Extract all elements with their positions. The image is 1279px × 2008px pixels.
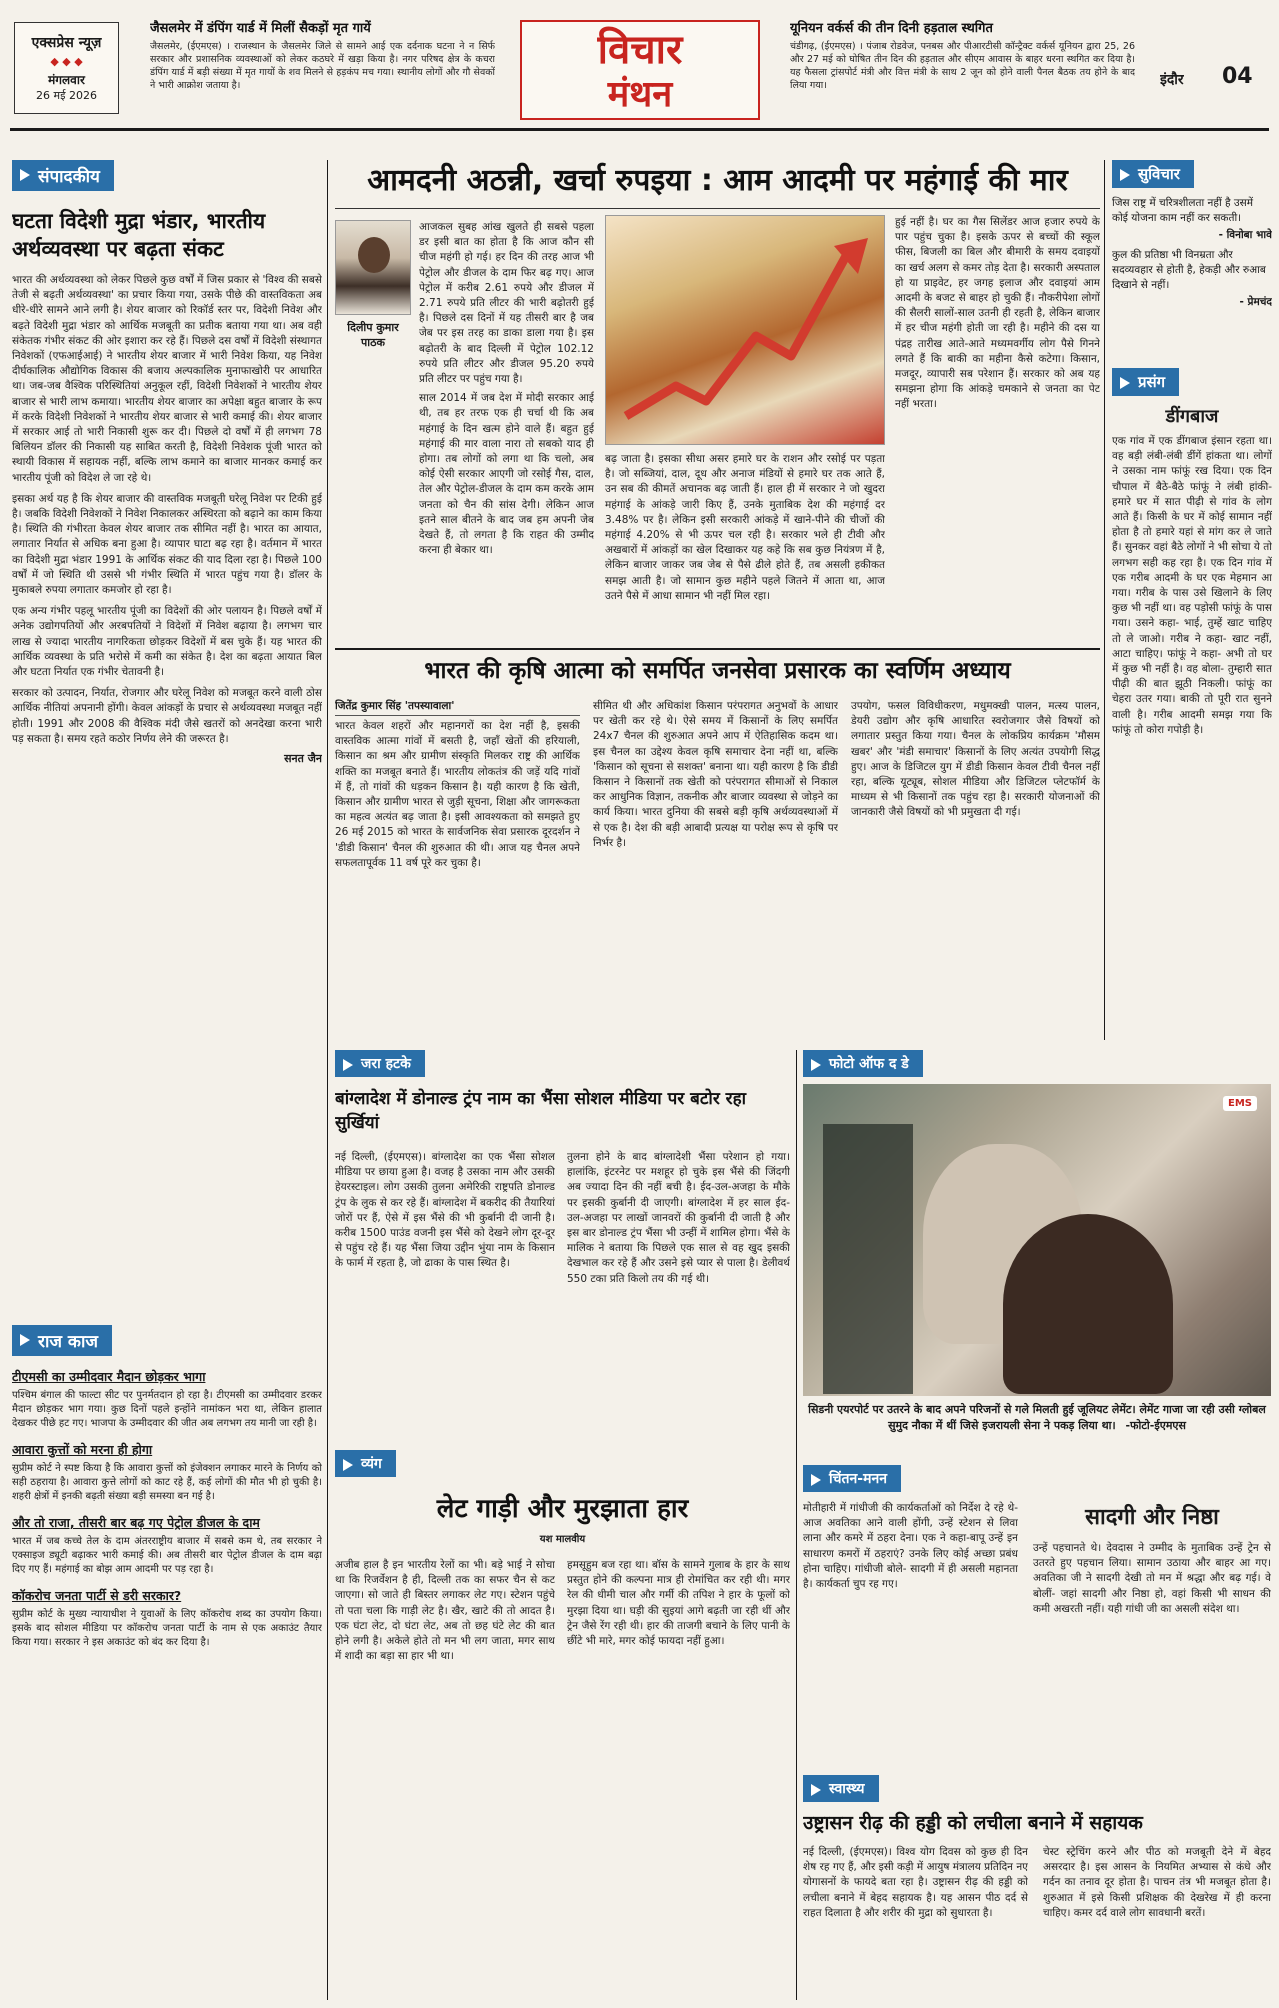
agri-author: जितेंद्र कुमार सिंह 'तपस्यावाला' bbox=[335, 699, 580, 716]
lead-author-photo bbox=[335, 220, 411, 315]
prasang-body: एक गांव में एक डींगबाज इंसान रहता था। वह बड़ी लंबी-लंबी डींगें हांकता था। लोगों ने उसका नाम फांफूं रख दिया। एक दिन चौपाल में बैठे-बैठे फांफूं ने लंबी हांकी- हमारे घर में सात पीढ़ी से गांव के लोग आते हैं। किसी के घर में कोई सामान नहीं होता है तो हमारे यहां से मांग कर ले जाते हैं। सुनकर वहां बैठे लोगों ने भी सोचा ये तो लगभग सही कह रहा है। एक दिन गांव में एक गरीब आदमी के घर एक मेहमान आ गया। गरीब के पास उसे खिलाने के लिए कुछ भी नहीं था। वह पड़ोसी फांफूं के पास गया। उसने कहा- भाई, तुम्हें खाट चाहिए तो ले जाओ। गरीब ने कहा- खाट नहीं, आटा चाहिए। फांफूं ने कहा- अभी तो घर में कुछ भी नहीं है। वह बोला- तुम्हारी सात पीढ़ी की बात झूठी निकली। फांफूं का चेहरा उतर गया। बाकी तो पूरी रात सुनने वाली है। गरीब आदमी समझ गया कि फांफूं तो कोरा गपोड़ी है। bbox=[1112, 435, 1272, 736]
photo-of-day-image bbox=[803, 1084, 1271, 1396]
editorial-body-2: इसका अर्थ यह है कि शेयर बाजार की वास्तविक मजबूती घरेलू निवेश पर टिकी हुई है। जबकि विदेशी निवेशकों ने निवेश निकालकर अस्थिरता को बढ़ाने का काम किया है। स्थिति की गंभीरता केवल शेयर बाजार तक सीमित नहीं है। भारत का आयात, लगातार निर्यात से अधिक बना हुआ है। व्यापार घाटा बढ़ रहा है। वर्तमान में भारत का विदेशी मुद्रा भंडार 1991 के आर्थिक संकट की याद दिला रहा है। पिछले 100 वर्षों में जो स्थिति थी उससे भी गंभीर स्थिति में भारत पहुंच गया है। डॉलर के मुकाबले रुपया लगातार कमजोर हो रहा है। bbox=[12, 492, 322, 597]
lead-author-name: दिलीप कुमार पाठक bbox=[347, 321, 399, 349]
swasthya-col-2: चेस्ट स्ट्रेचिंग करने और पीठ को मजबूती देने में बेहद असरदार है। इस आसन के नियमित अभ्यास से कंधे और गर्दन का तनाव दूर होता है। पाचन तंत्र भी मजबूत होता है। शुरुआत में इसे किसी प्रशिक्षक की देखरेख में ही करना चाहिए। कमर दर्द वाले लोग सावधानी बरतें। bbox=[1043, 1846, 1271, 1919]
raj-kaaj-item-1-head[interactable]: टीएमसी का उम्मीदवार मैदान छोड़कर भागा bbox=[12, 1369, 206, 1384]
jara-hatke-tag: जरा हटके bbox=[335, 1050, 425, 1077]
chintan-col-1: मोतीहारी में गांधीजी की कार्यकर्ताओं को निर्देश दे रहे थे- आज अवतिका आने वाली होंगी, उन्हें स्टेशन से लिवा लाना और कमरे में ठहरा देना। एक ने कहा-बापू उन्हें इन साधारण कमरों में ठहराएं? उनके लिए कोई अच्छा प्रबंध होना चाहिए। गांधीजी बोले- सादगी में ही असली महानता है। कार्यकर्ता चुप रह गए। bbox=[803, 1502, 1018, 1591]
swasthya-section bbox=[803, 1775, 1271, 2000]
chintan-col-2: उन्हें पहचानते थे। देवदास ने उम्मीद के मुताबिक उन्हें ट्रेन से उतरते हुए पहचान लिया। सामान उठाया और बाहर आ गए। अवतिका जी ने सादगी देखी तो मन में श्रद्धा और बढ़ गई। वे बोलीं- जहां सादगी और निष्ठा हो, वहां किसी भी साधन की कमी अखरती नहीं। यही गांधी जी का असली संदेश था। bbox=[1033, 1542, 1271, 1615]
vyang-headline[interactable]: लेट गाड़ी और मुरझाता हार bbox=[436, 1494, 689, 1524]
suvichar-quote-2: कुल की प्रतिष्ठा भी विनम्रता और सदव्यवहार से होती है, हेकड़ी और रुआब दिखाने से नहीं। bbox=[1112, 249, 1266, 291]
agri-story bbox=[335, 655, 1100, 1045]
suvichar-tag: सुविचार bbox=[1112, 160, 1194, 188]
title-line-2: मंथन bbox=[607, 74, 673, 115]
column-rule-right bbox=[1104, 160, 1105, 1040]
masthead-left-box bbox=[14, 22, 119, 114]
news-right-body: चंडीगढ़, (ईएमएस) । पंजाब रोडवेज, पनबस और पीआरटीसी कॉन्ट्रैक्ट वर्कर्स यूनियन द्वारा 25, 26 और 27 मई को घोषित तीन दिन की हड़ताल और सीएम आवास के बाहर धरना स्थगित कर दिया है। यह फैसला ट्रांसपोर्ट मंत्री और वित्त मंत्री के साथ 2 जून को होने वाली पैनल बैठक तय होने के बाद लिया गया। bbox=[790, 41, 1135, 91]
author-avatar-icon bbox=[358, 237, 390, 273]
editorial-tag: संपादकीय bbox=[12, 160, 114, 191]
agri-col-1: भारत केवल शहरों और महानगरों का देश नहीं है, इसकी वास्तविक आत्मा गांवों में बसती है, जहाँ खेतों की हरियाली, किसान का श्रम और ग्रामीण संस्कृति मिलकर राष्ट्र की आर्थिक शक्ति का मजबूत बनाते हैं। भारतीय लोकतंत्र की जड़ें यदि गांवों में हैं, तो गांवों की धड़कन किसान है। यही कारण है कि खेती, किसान और ग्रामीण भारत से जुड़ी सूचना, शिक्षा और जागरूकता का महत्व अत्यंत बढ़ जाता है। इसी आवश्यकता को समझते हुए 26 मई 2015 को भारत के सार्वजनिक सेवा प्रसारक दूरदर्शन ने 'डीडी किसान' चैनल की शुरुआत की थी। आज यह चैनल अपने सफलतापूर्वक 11 वर्ष पूरे कर चुका है। bbox=[335, 720, 580, 869]
raj-kaaj-item-3-body: भारत में जब कच्चे तेल के दाम अंतरराष्ट्रीय बाजार में सबसे कम थे, तब सरकार ने एक्साइज ड्यूटी बढ़ाकर भारी कमाई की। अब तीसरी बार पेट्रोल डीजल के दाम बढ़ा दिए गए हैं। महंगाई का बोझ आम आदमी पर पड़ रहा है। bbox=[12, 1536, 322, 1575]
raj-kaaj-item-1-body: पश्चिम बंगाल की फाल्टा सीट पर पुनर्मतदान हो रहा है। टीएमसी का उम्मीदवार डरकर मैदान छोड़कर भाग गया। कुछ दिनों पहले इन्होंने नामांकन भरा था, लेकिन हालात देखकर पीछे हट गए। भाजपा के उम्मीदवार की जीत अब लगभग तय मानी जा रही है। bbox=[12, 1390, 322, 1429]
masthead-news-right bbox=[790, 18, 1135, 118]
photo-of-day-tag: फोटो ऑफ द डे bbox=[803, 1050, 923, 1077]
lead-col-3: हुई नहीं है। घर का गैस सिलेंडर आज हजार रुपये के पार पहुंच चुका है। इसके ऊपर से बच्चों की स्कूल फीस, बिजली का बिल और बीमारी के समय दवाइयों का खर्च अलग से कमर तोड़ देता है। सरकारी अस्पताल हो या प्राइवेट, हर जगह इलाज और दवाइयां आम आदमी के बजट से बाहर हो चुकी हैं। नौकरीपेशा लोगों की सैलरी सालों-साल उतनी ही रहती है, लेकिन बाजार में हर चीज महंगी होती जा रही है। महीने की दस या पंद्रह तारीख आते-आते मध्यमवर्गीय लोग पैसे गिनने लगते हैं कि बाकी का महीना कैसे कटेगा। किसान, मजदूर, व्यापारी सब परेशान हैं। सरकार को अब यह समझना होगा कि आंकड़े चमकाने से जनता का पेट नहीं भरता। bbox=[895, 216, 1100, 411]
suvichar-author-1: - विनोबा भावे bbox=[1218, 229, 1272, 241]
swasthya-col-1: नई दिल्ली, (ईएमएस)। विश्व योग दिवस को कुछ ही दिन शेष रह गए हैं, और इसी कड़ी में आयुष मंत्रालय प्रतिदिन नए योगासनों के फायदे बता रहा है। उष्ट्रासन रीढ़ की हड्डी को लचीला बनाने में बेहद सहायक है। यह आसन पीठ दर्द से राहत दिलाता है और शरीर की मुद्रा को सुधारता है। bbox=[803, 1846, 1028, 1919]
editorial-author: सनत जैन bbox=[284, 752, 322, 766]
news-right-head[interactable]: यूनियन वर्कर्स की तीन दिनी हड़ताल स्थगित bbox=[790, 21, 993, 36]
suvichar-quote-1: जिस राष्ट्र में चरित्रशीलता नहीं है उसमें कोई योजना काम नहीं कर सकती। bbox=[1112, 197, 1254, 224]
editorial-headline[interactable]: घटता विदेशी मुद्रा भंडार, भारतीय अर्थव्यवस्था पर बढ़ता संकट bbox=[12, 209, 266, 261]
city-label: इंदौर bbox=[1160, 72, 1184, 88]
title-line-1: विचार bbox=[597, 27, 683, 73]
swasthya-tag: स्वास्थ्य bbox=[803, 1775, 879, 1802]
vyang-col-2: हमसूहुम बज रहा था। बॉस के सामने गुलाब के हार के साथ प्रस्तुत होने की कल्पना मात्र ही रोमांचित कर रही थी। मगर रेल की धीमी चाल और गर्मी की तपिश ने हार के फूलों को मुरझा दिया था। घड़ी की सुइयां आगे बढ़ती जा रही थीं और ट्रेन जैसे रेंग रही थी। हार की ताजगी बचाने के लिए पानी के छींटे भी मारे, मगर कोई फायदा नहीं हुआ। bbox=[567, 1559, 790, 1648]
raj-kaaj-item-2-head[interactable]: आवारा कुत्तों को मरना ही होगा bbox=[12, 1442, 153, 1457]
lead-col-2: बढ़ जाता है। इसका सीधा असर हमारे घर के राशन और रसोई पर पड़ता है। जो सब्जियां, दाल, दूध और अनाज मंडियों से हमारे घर तक आते हैं, उन सब की कीमतें अचानक बढ़ जाती हैं। हाल ही में सरकार ने जो खुदरा महंगाई के आंकड़े जारी किए हैं, उनके मुताबिक देश की महंगाई दर 3.48% पर है। लेकिन इसी सरकारी आंकड़े में खाने-पीने की चीजों की महंगाई 4.20% से भी ऊपर चल रही है। सरकार भले ही टीवी और अखबारों में आंकड़ों का खेल दिखाकर यह कहे कि सब कुछ नियंत्रण में है, लेकिन बाजार जाकर जब जेब से पैसे ढीले होते हैं, तब असली हकीकत समझ आती है। जो सामान कुछ महीने पहले जितने में आता था, आज उतने पैसे में आधा सामान भी नहीं मिल रहा। bbox=[605, 453, 885, 602]
lead-inflation-photo bbox=[605, 215, 885, 445]
editorial-body-3: एक अन्य गंभीर पहलू भारतीय पूंजी का विदेशों की ओर पलायन है। पिछले वर्षों में अनेक उद्योगपतियों और अरबपतियों ने विदेशों में निवेश बढ़ाया है। लगभग चार लाख से ज्यादा भारतीय नागरिकता छोड़कर विदेशों में बस चुके हैं। यह भारत की आर्थिक व्यवस्था के प्रति भरोसे में कमी का संकेत है। देश का बढ़ता आयात बिल और घटता निर्यात एक गंभीर चेतावनी है। bbox=[12, 605, 322, 679]
photo-figure-3 bbox=[823, 1124, 913, 1394]
raj-kaaj-tag: राज काज bbox=[12, 1325, 112, 1356]
suvichar-author-2: - प्रेमचंद bbox=[1239, 296, 1272, 308]
raj-kaaj-item-2-body: सुप्रीम कोर्ट ने स्पष्ट किया है कि आवारा कुत्तों को इंजेक्शन लगाकर मारने के निर्णय को सही ठहराया है। आवारा कुत्ते लोगों को काट रहे हैं, कई लोगों की मौत भी हो चुकी है। शहरी क्षेत्रों में इनकी बढ़ती संख्या बड़ी समस्या बन गई है। bbox=[12, 1463, 322, 1502]
chintan-title[interactable]: सादगी और निष्ठा bbox=[1085, 1505, 1219, 1530]
column-rule-left bbox=[327, 160, 328, 2000]
vyang-tag: व्यंग bbox=[335, 1450, 396, 1477]
masthead-rule bbox=[10, 128, 1269, 131]
agri-col-2: सीमित थी और अधिकांश किसान परंपरागत अनुभवों के आधार पर खेती कर रहे थे। ऐसे समय में किसानों के लिए समर्पित 24x7 चैनल की शुरुआत अपने आप में ऐतिहासिक कदम था। इस चैनल का उद्देश्य केवल कृषि समाचार देना नहीं था, बल्कि 'किसान को सूचना से सशक्त' बनाना था। यही कारण है कि डीडी किसान ने किसानों तक खेती को परंपरागत सीमाओं से निकाल कर आधुनिक विज्ञान, तकनीक और बाजार व्यवस्था से जोड़ने का कार्य किया। भारत दुनिया की सबसे बड़ी कृषि अर्थव्यवस्थाओं में से एक है। देश की बड़ी आबादी प्रत्यक्ष या परोक्ष रूप से कृषि पर निर्भर है। bbox=[593, 700, 838, 849]
agri-headline[interactable]: भारत की कृषि आत्मा को समर्पित जनसेवा प्रसारक का स्वर्णिम अध्याय bbox=[424, 658, 1011, 684]
brand-name: एक्सप्रेस न्यूज़ bbox=[31, 35, 102, 51]
news-left-head[interactable]: जैसलमेर में डंपिंग यार्ड में मिलीं सैकड़ों मृत गायें bbox=[150, 21, 371, 36]
prasang-title[interactable]: डींगबाज bbox=[1165, 406, 1219, 427]
masthead-news-left bbox=[150, 18, 495, 118]
prasang-tag: प्रसंग bbox=[1112, 368, 1179, 396]
jara-hatke-col-2: तुलना होने के बाद बांग्लादेशी भैंसा परेशान हो गया। हालांकि, इंटरनेट पर मशहूर हो चुके इस भैंसे की जिंदगी अब ज्यादा दिन की नहीं बची है। ईद-उल-अजहा के मौके पर इसकी कुर्बानी दी जाएगी। बांग्लादेश में हर साल ईद-उल-अजहा पर लाखों जानवरों की कुर्बानी दी जाती है और इस बार डोनाल्ड ट्रंप भैंसा भी उन्हीं में शामिल होगा। भैंसे के मालिक ने बताया कि पिछले एक साल से वह खुद इसकी देखभाल कर रहे हैं और उसने इसे प्यार से पाला है। डेलीवर्थ 550 टका प्रति किलो तय की गई थी। bbox=[567, 1151, 790, 1285]
raj-kaaj-item-3-head[interactable]: और तो राजा, तीसरी बार बढ़ गए पेट्रोल डीजल के दाम bbox=[12, 1515, 260, 1530]
photo-of-day-section bbox=[803, 1050, 1271, 1455]
lead-col-1-para-2: साल 2014 में जब देश में मोदी सरकार आई थी, तब हर तरफ एक ही चर्चा थी कि अब महंगाई के दिन खत्म होने वाले हैं। बहुत हुई महंगाई की मार वाला नारा तो सबको याद ही होगा। तब लोगों को लगा था कि चलो, अब कोई ऐसी सरकार आएगी जो रसोई गैस, दाल, तेल और पेट्रोल-डीजल के दाम कम करके आम जनता को चैन की सांस देगी। लेकिन आज इतने साल बीतने के बाद जब हम अपनी जेब देखते हैं, तो लगता है कि राहत की उम्मीद करना ही बेकार था। bbox=[419, 392, 594, 557]
vyang-author: यश मालवीय bbox=[539, 1534, 586, 1545]
lead-col-1-para-1: आजकल सुबह आंख खुलते ही सबसे पहला डर इसी बात का होता है कि आज कौन सी चीज महंगी हो गई। हर दिन की तरह आज भी पेट्रोल और डीजल के दाम फिर बढ़ गए। आज पेट्रोल में करीब 2.61 रुपये और डीजल में 2.71 रुपये प्रति लीटर की भारी बढ़ोतरी हुई है। पिछले दस दिनों में यह तीसरी बार है जब जेब पर इस तरह का डाका डाला गया है। इस बढ़ोतरी के बाद दिल्ली में पेट्रोल 102.12 रुपये प्रति लीटर और डीजल 95.20 रुपये प्रति लीटर पर पहुंच गया है। bbox=[419, 221, 594, 386]
photo-credit: -फोटो-ईएमएस bbox=[1125, 1419, 1186, 1432]
jara-hatke-headline[interactable]: बांग्लादेश में डोनाल्ड ट्रंप नाम का भैंसा सोशल मीडिया पर बटोर रहा सुर्खियां bbox=[335, 1089, 747, 1133]
page-number: 04 bbox=[1222, 64, 1253, 89]
raj-kaaj-section bbox=[12, 1325, 322, 2000]
lead-col-1 bbox=[419, 220, 594, 630]
weekday: मंगलवार bbox=[48, 73, 85, 87]
raj-kaaj-item-4-body: सुप्रीम कोर्ट के मुख्य न्यायाधीश ने युवाओं के लिए कॉकरोच शब्द का उपयोग किया। इसके बाद सोशल मीडिया पर कॉकरोच जनता पार्टी के नाम से एक अकाउंट तैयार किया गया। सरकार ने इस अकाउंट को बंद कर दिया है। bbox=[12, 1609, 322, 1648]
masthead-title-box bbox=[520, 20, 760, 120]
editorial-section bbox=[12, 160, 322, 1315]
chintan-section bbox=[803, 1465, 1271, 1765]
lead-headline[interactable]: आमदनी अठन्नी, खर्चा रुपइया : आम आदमी पर महंगाई की मार bbox=[335, 160, 1100, 209]
news-left-body: जैसलमेर, (ईएमएस) । राजस्थान के जैसलमेर जिले से सामने आई एक दर्दनाक घटना ने न सिर्फ सरकार और प्रशासनिक व्यवस्थाओं को लेकर कठघरे में खड़ा किया है। नगर परिषद क्षेत्र के कचरा डंपिंग यार्ड में बड़ी संख्या में मृत गायों के शव मिलने से हड़कंप मच गया। स्थानीय लोगों और गौ सेवकों ने भारी आक्रोश जताया है। bbox=[150, 41, 495, 91]
agri-top-rule bbox=[335, 648, 1100, 650]
column-rule-photo bbox=[796, 1050, 797, 2000]
editorial-body-1: भारत की अर्थव्यवस्था को लेकर पिछले कुछ वर्षों में जिस प्रकार से 'विश्व की सबसे तेजी से बढ़ती अर्थव्यवस्था' का प्रचार किया गया, उसके पीछे की वास्तविकता अब धीरे-धीरे सामने आने लगी है। शेयर बाजार को रिकॉर्ड स्तर पर, विदेशी निवेश और बढ़ते विदेशी मुद्रा भंडार को आर्थिक मजबूती का प्रतीक बताया गया था। अब वही संकेतक गंभीर संकट की ओर इशारा कर रहे हैं। पिछले दस वर्षों में विदेशी संस्थागत निवेशकों (एफआईआई) ने भारतीय शेयर बाजार में भारी निवेश किया, यह निवेश दीर्घकालिक औद्योगिक विकास की बजाय अल्पकालिक मुनाफाखोरी पर आधारित था। जब-जब वैश्विक परिस्थितियां अनुकूल रहीं, विदेशी निवेशकों ने भारतीय शेयर बाजार से भारी लाभ कमाया। भारतीय शेयर बाजार का अपेक्षा बहुत बाजार के रूप में करके विदेशी निवेशकों ने भारतीय शेयर बाजार से भारी कमाई की। शेयर बाजार में सरकार आई तो भारी निकासी शुरू कर दी। पिछले दो वर्षों में ही लगभग 78 बिलियन डॉलर की निकासी यह साबित करती है, विदेशी निवेशक पूंजी भारत को स्थायी विकास में सहायक नहीं, बल्कि लाभ कमाने का बाजार मानकर कमाई कर भारतीय पूंजी को विदेश ले जा रहे थे। bbox=[12, 274, 322, 484]
photo-caption bbox=[803, 1402, 1271, 1434]
suvichar-section bbox=[1112, 160, 1272, 360]
vyang-col-1: अजीब हाल है इन भारतीय रेलों का भी। बड़े भाई ने सोचा था कि रिजर्वेशन है ही, दिल्ली तक का सफर चैन से कट जाएगा। सो जाते ही बिस्तर लगाकर लेट गए। स्टेशन पहुंचे तो पता चला कि गाड़ी लेट है। खैर, खाटे की तो आदत है। एक घंटा लेट, दो घंटा लेट, अब तो छह घंटे लेट की बात होने लगी है। अकेले होते तो मन भी लग जाता, मगर साथ में शादी का बड़ा सा हार भी था। bbox=[335, 1559, 555, 1663]
rising-arrow-icon bbox=[606, 216, 885, 445]
ems-badge: EMS bbox=[1223, 1096, 1257, 1111]
swasthya-headline[interactable]: उष्ट्रासन रीढ़ की हड्डी को लचीला बनाने में सहायक bbox=[803, 1812, 1143, 1834]
lead-story bbox=[335, 160, 1100, 640]
prasang-section bbox=[1112, 368, 1272, 1038]
agri-col-3: उपयोग, फसल विविधीकरण, मधुमक्खी पालन, मत्स्य पालन, डेयरी उद्योग और कृषि आधारित स्वरोजगार जैसे विषयों को लगातार प्रस्तुत किया गया। चैनल के लोकप्रिय कार्यक्रम 'मौसम खबर' और 'मंडी समाचार' किसानों के लिए अत्यंत उपयोगी सिद्ध हुए। आज के डिजिटल युग में डीडी किसान केवल टीवी चैनल नहीं रहा, बल्कि यूट्यूब, सोशल मीडिया और डिजिटल प्लेटफॉर्म के माध्यम से भी किसानों तक पहुंच रहा है। सरकारी योजनाओं की जानकारी जैसे विषयों को भी प्रमुखता दी गई। bbox=[851, 700, 1100, 819]
vyang-section bbox=[335, 1450, 790, 2000]
jara-hatke-col-1: नई दिल्ली, (ईएमएस)। बांग्लादेश का एक भैंसा सोशल मीडिया पर छाया हुआ है। वजह है उसका नाम और उसकी हेयरस्टाइल। लोग उसकी तुलना अमेरिकी राष्ट्रपति डोनाल्ड ट्रंप के लुक से कर रहे हैं। बांग्लादेश में बकरीद की तैयारियां जोरों पर हैं, ऐसे में इस भैंसे की भी कुर्बानी दी जानी है। करीब 1500 पाउंड वजनी इस भैंसे को देखने लोग दूर-दूर से पहुंच रहे हैं। यह भैंसा जिया उद्दीन भुंया नाम के किसान के फार्म में रहता है, जो ढाका के पास स्थित है। bbox=[335, 1151, 555, 1270]
photo-caption-text: सिडनी एयरपोर्ट पर उतरने के बाद अपने परिजनों से गले मिलती हुई जूलियट लेमेंट। लेमेंट गाजा जा रही उसी ग्लोबल सुमुद नौका में थीं जिसे इजरायली सेना ने पकड़ लिया था। bbox=[808, 1403, 1266, 1432]
diamond-icon: ◆ ◆ ◆ bbox=[50, 55, 83, 68]
editorial-body-4: सरकार को उत्पादन, निर्यात, रोजगार और घरेलू निवेश को मजबूत करने वाली ठोस आर्थिक नीतियां अपनानी होंगी। केवल आंकड़ों के प्रचार से अर्थव्यवस्था मजबूत नहीं होती। 1991 और 2008 की वैश्विक मंदी जैसे खतरों को अनदेखा करना भारी पड़ सकता है। समय रहते कठोर निर्णय लेने की जरूरत है। bbox=[12, 687, 322, 745]
raj-kaaj-item-4-head[interactable]: कॉकरोच जनता पार्टी से डरी सरकार? bbox=[12, 1588, 182, 1603]
issue-date: 26 मई 2026 bbox=[36, 89, 97, 102]
jara-hatke-section bbox=[335, 1050, 790, 1440]
photo-figure-2 bbox=[1003, 1214, 1173, 1394]
chintan-tag: चिंतन-मनन bbox=[803, 1465, 901, 1492]
